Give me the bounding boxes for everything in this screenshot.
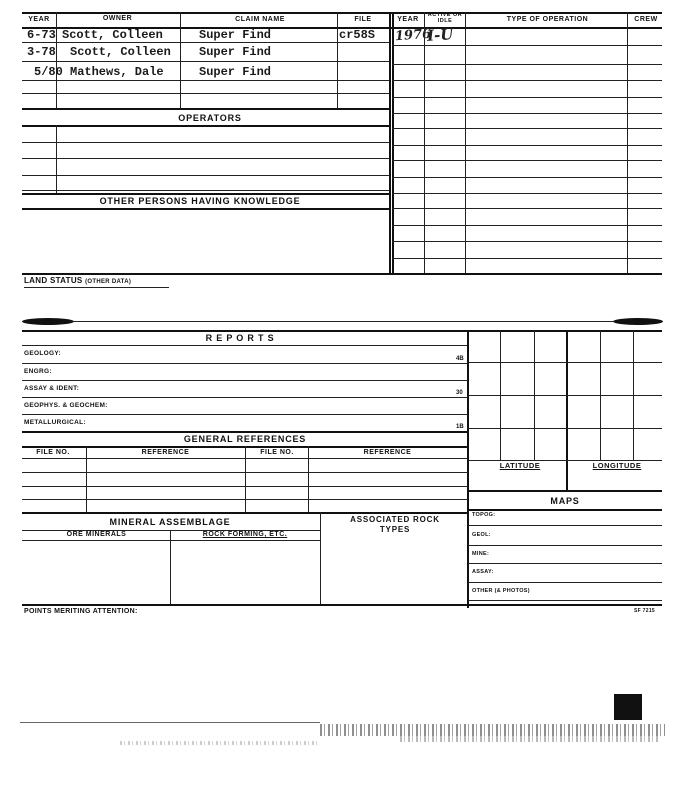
header-file: FILE [354, 16, 372, 23]
header-active-or-idle: ACTIVE OR IDLE [427, 12, 463, 24]
ore-minerals-header: ORE MINERALS [66, 531, 127, 538]
latitude-label: LATITUDE [499, 461, 541, 470]
row-1-year: 6-73 [27, 28, 56, 42]
reports-geophys: GEOPHYS. & GEOCHEM: [24, 402, 108, 409]
row-2-owner: Scott, Colleen [70, 45, 171, 59]
row-1-owner: Scott, Colleen [62, 28, 163, 42]
reports-title: R E P O R T S [205, 333, 275, 343]
land-status-label: LAND STATUS [24, 276, 83, 285]
handwritten-year: 1976 [394, 26, 432, 45]
maps-assay: ASSAY: [472, 569, 494, 575]
header-year-2: YEAR [397, 16, 419, 23]
maps-geol: GEOL: [472, 532, 491, 538]
mineral-assemblage-title: MINERAL ASSEMBLAGE [109, 517, 231, 527]
row-2-year: 3-78 [27, 45, 56, 59]
header-crew: CREW [634, 16, 658, 23]
row-2-claim: Super Find [199, 45, 272, 59]
header-claim-name: CLAIM NAME [235, 16, 285, 23]
land-status-note: (OTHER DATA) [85, 279, 132, 285]
maps-other: OTHER (& PHOTOS) [472, 588, 530, 594]
points-meriting-attention: POINTS MERITING ATTENTION: [24, 608, 138, 615]
refs-reference-2: REFERENCE [363, 449, 412, 456]
other-persons-title: OTHER PERSONS HAVING KNOWLEDGE [99, 196, 301, 206]
maps-topog: TOPOG: [472, 512, 496, 518]
row-3-owner: Mathews, Dale [70, 65, 164, 79]
operators-title: OPERATORS [178, 113, 242, 123]
form-number: SF 7215 [634, 608, 656, 614]
header-owner: OWNER [102, 15, 133, 22]
maps-mine: MINE: [472, 551, 490, 557]
row-1-claim: Super Find [199, 28, 272, 42]
rock-forming-header: ROCK FORMING, ETC. [202, 531, 288, 538]
longitude-label: LONGITUDE [592, 461, 642, 470]
header-type-of-operation: TYPE OF OPERATION [506, 16, 589, 23]
reports-engrg: ENGRG: [24, 368, 52, 375]
refs-file-no-2: FILE NO. [260, 449, 294, 456]
maps-title: MAPS [550, 496, 580, 506]
row-3-year: 5/80 [34, 65, 63, 79]
refs-reference-1: REFERENCE [141, 449, 190, 456]
reports-geology-num: 4B [456, 356, 464, 362]
refs-file-no-1: FILE NO. [36, 449, 70, 456]
row-3-claim: Super Find [199, 65, 272, 79]
header-year: YEAR [28, 16, 50, 23]
reports-geology: GEOLOGY: [24, 350, 61, 357]
associated-rock-types-title: ASSOCIATED ROCK TYPES [350, 515, 440, 534]
row-1-file: cr58S [339, 28, 376, 42]
reports-assay: ASSAY & IDENT: [24, 385, 80, 392]
handwritten-status: I-U [426, 25, 454, 45]
general-references-title: GENERAL REFERENCES [183, 434, 307, 444]
reports-assay-num: 30 [456, 390, 463, 396]
reports-metallurgical-num: 1B [456, 424, 464, 430]
reports-metallurgical: METALLURGICAL: [24, 419, 86, 426]
